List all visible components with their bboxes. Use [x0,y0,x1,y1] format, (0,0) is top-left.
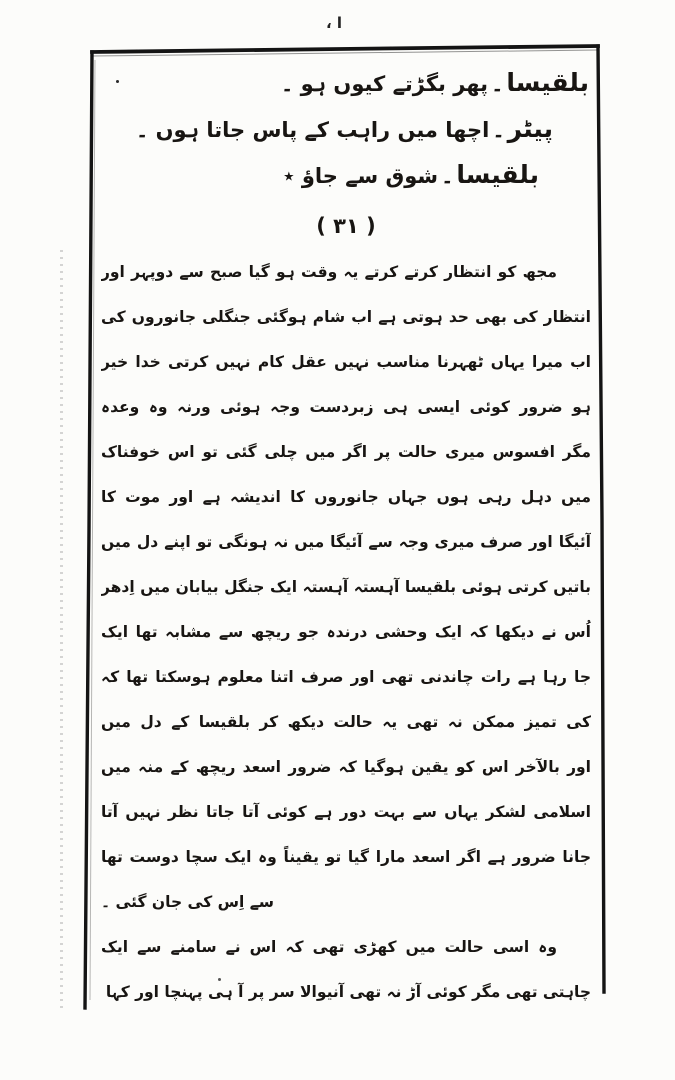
body-line: جا رہا ہے رات چاندنی تھی اور صرف اتنا معلوم ہوسکتا تھا کہ [101,668,591,686]
body-line: مگر افسوس میری حالت پر اگر میں چلی گئی تو اس خوفناک [101,443,591,461]
body-line: میں دہل رہی ہوں جہاں جانوروں کا اندیشہ ہے اور موت کا [101,488,591,506]
page-content [101,60,591,1015]
body-line: مجھ کو انتظار کرتے کرتے یہ وقت ہو گیا صبح سے دوپہر اور [101,263,557,281]
speaker-name: بلقیسا [506,68,589,97]
body-line: چاہتی تھی مگر کوئی آڑ نہ تھی آنیوالا سر پر آ ہی پہنچا اور کہا [105,983,591,1001]
dialogue-text: اچھا میں راہب کے پاس جاتا ہوں ۔ [136,118,490,142]
speaker-name: پیٹر [507,114,553,143]
body-line: ہو ضرور کوئی ایسی ہی زبردست وجہ ہوئی ورنہ وہ وعدہ [101,398,591,416]
body-line: سے اِس کی جان گئی ۔ [101,893,275,911]
dialogue-line [101,60,591,106]
dialogue-separator: ۔ [492,118,505,142]
page-number-mark: ، ا [326,14,343,32]
body-line: آئیگا اور صرف میری وجہ سے آئیگا میں نہ ہونگی تو اپنے دل میں [101,533,591,551]
body-line: وہ اسی حالت میں کھڑی تھی کہ اس نے سامنے سے ایک [101,938,557,956]
body-line: اُس نے دیکھا کہ ایک وحشی درندہ جو ریچھ سے مشابہ تھا ایک [101,623,591,641]
body-line: باتیں کرتی ہوئی بلقیسا آہستہ آہستہ ایک جنگل بیابان میں اِدھر [101,578,591,596]
body-line: کی تمیز ممکن نہ تھی یہ حالت دیکھ کر بلقیسا کے دل میں [101,713,591,731]
scan-noise-strip [60,250,63,1010]
section-heading: ( ۳۱ ) [316,214,376,238]
dialogue-separator: ۔ [441,164,454,188]
body-line: جانا ضرور ہے اگر اسعد مارا گیا تو یقیناً وہ ایک سچا دوست تھا [101,848,591,866]
body-line: اب میرا یہاں ٹھہرنا مناسب نہیں عقل کام نہیں کرتی خدا خیر [101,353,591,371]
dialogue-separator: ۔ [491,72,504,96]
dialogue-text: شوق سے جاؤ ٭ [283,164,439,188]
dialogue-text: پھر بگڑتے کیوں ہو ۔ [281,72,489,96]
body-text [101,250,591,1015]
dialogue-line [101,106,591,152]
dialogue-line [101,152,591,198]
speaker-name: بلقیسا [456,160,539,189]
body-line: انتظار کی بھی حد ہوتی ہے اب شام ہوگئی جنگلی جانوروں کی [101,308,591,326]
body-line: اسلامی لشکر یہاں سے بہت دور ہے کوئی آتا جاتا نظر نہیں آتا [101,803,591,821]
body-line: اور بالآخر اس کو یقین ہوگیا کہ ضرور اسعد ریچھ کے منہ میں [101,758,591,776]
